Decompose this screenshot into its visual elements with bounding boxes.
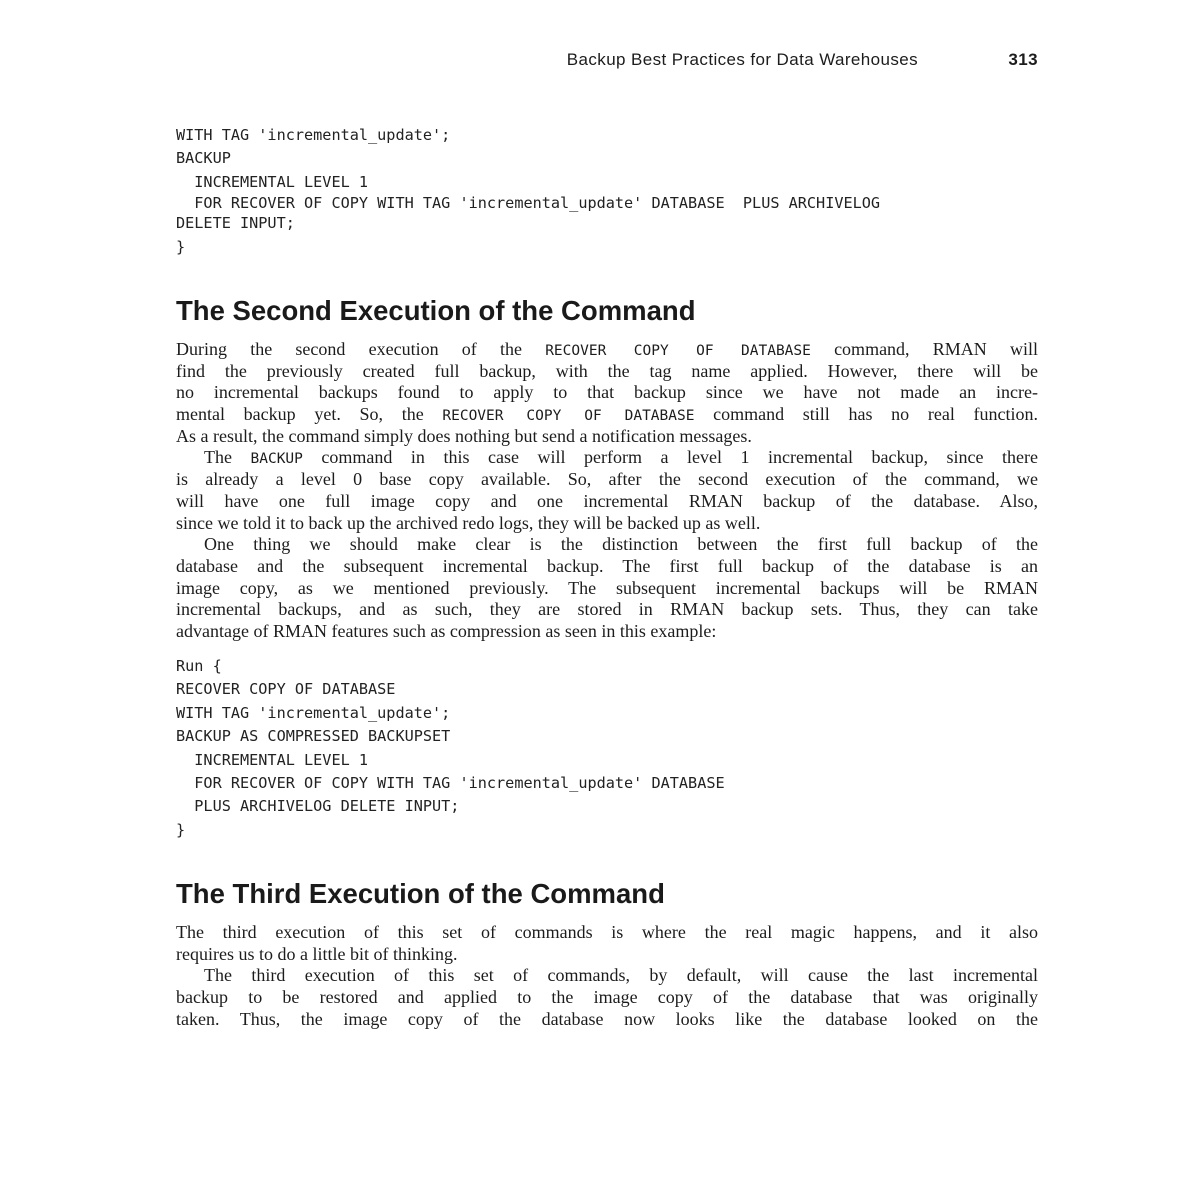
inline-code: RECOVER COPY OF DATABASE xyxy=(442,408,695,425)
text-line: database and the subsequent incremental backup. The first full backup of the database is an xyxy=(176,555,1038,576)
text-run: The xyxy=(204,447,251,468)
text-line: incremental backups, and as such, they are stored in RMAN backup sets. Thus, they can take xyxy=(176,599,1038,620)
text-line: The third execution of this set of commands, by default, will cause the last incremental xyxy=(204,965,1038,986)
text-run: During the second execution of the xyxy=(176,339,546,359)
code-line: FOR RECOVER OF COPY WITH TAG 'incremental_update' DATABASE xyxy=(176,773,725,792)
code-line: } xyxy=(176,820,186,839)
text-line: advantage of RMAN features such as compression as seen in this example: xyxy=(176,620,717,641)
text-line: no incremental backups found to apply to that backup since we have not made an incre- xyxy=(176,382,1038,403)
code-line: INCREMENTAL LEVEL 1 xyxy=(176,172,369,191)
text-line: since we told it to back up the archived redo logs, they will be backed up as well. xyxy=(176,512,761,533)
code-block-1 xyxy=(176,124,880,259)
code-line: FOR RECOVER OF COPY WITH TAG 'incremental_update' DATABASE PLUS ARCHIVELOG xyxy=(176,194,881,213)
inline-code: BACKUP xyxy=(250,451,303,468)
code-line: BACKUP xyxy=(176,149,231,168)
code-line: INCREMENTAL LEVEL 1 xyxy=(176,750,369,769)
text-line: is already a level 0 base copy available. So, after the second execution of the command, we xyxy=(176,469,1038,490)
text-run: mental backup yet. So, the xyxy=(176,404,443,425)
running-title: Backup Best Practices for Data Warehouses xyxy=(566,50,918,69)
text-line: requires us to do a little bit of thinking. xyxy=(176,943,458,964)
text-line xyxy=(176,447,1038,469)
inline-code: RECOVER COPY OF DATABASE xyxy=(545,343,811,359)
text-run: command in this case will perform a level 1 incremental backup, since there xyxy=(302,447,1039,468)
running-header xyxy=(176,50,1038,72)
text-line: will have one full image copy and one incremental RMAN backup of the database. Also, xyxy=(176,490,1038,511)
section-heading-third-execution: The Third Execution of the Command xyxy=(176,878,665,909)
code-block-2 xyxy=(176,655,725,842)
text-line: image copy, as we mentioned previously. The subsequent incremental backups will be RMAN xyxy=(176,577,1038,598)
text-line xyxy=(176,404,1038,426)
code-line: WITH TAG 'incremental_update'; xyxy=(176,126,451,144)
code-line: RECOVER COPY OF DATABASE xyxy=(176,680,396,699)
section-3-body xyxy=(176,922,1038,1030)
text-line xyxy=(176,339,1038,361)
text-run: command, RMAN will xyxy=(810,339,1038,359)
code-line: DELETE INPUT; xyxy=(176,214,295,233)
text-line: The third execution of this set of commands is where the real magic happens, and it also xyxy=(176,922,1038,942)
text-line: backup to be restored and applied to the image copy of the database that was originally xyxy=(176,987,1038,1008)
code-line: BACKUP AS COMPRESSED BACKUPSET xyxy=(176,727,451,746)
code-line: WITH TAG 'incremental_update'; xyxy=(176,703,451,722)
code-line: Run { xyxy=(176,657,222,675)
text-line: find the previously created full backup, with the tag name applied. However, there will be xyxy=(176,360,1038,381)
text-line: taken. Thus, the image copy of the database now looks like the database looked on the xyxy=(176,1008,1038,1029)
text-line: One thing we should make clear is the distinction between the first full backup of the xyxy=(204,534,1038,555)
section-2-body xyxy=(176,339,1038,643)
page-number: 313 xyxy=(1008,50,1038,69)
text-line: As a result, the command simply does nothing but send a notification messages. xyxy=(176,425,752,446)
section-heading-second-execution: The Second Execution of the Command xyxy=(176,295,696,326)
code-line: } xyxy=(176,237,186,256)
text-run: command still has no real function. xyxy=(694,404,1039,425)
code-line: PLUS ARCHIVELOG DELETE INPUT; xyxy=(176,797,460,816)
